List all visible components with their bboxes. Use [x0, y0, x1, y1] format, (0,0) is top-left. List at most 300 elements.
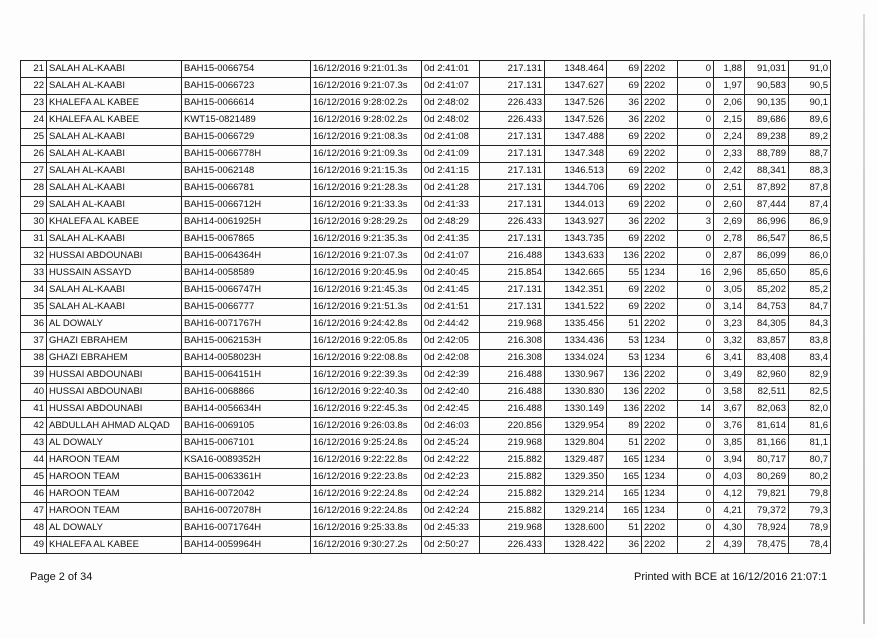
cell-coefficient: 3,94 [714, 452, 745, 469]
cell-ring-number: BAH15-0067865 [182, 231, 311, 248]
cell-distance: 215.854 [480, 265, 545, 282]
cell-basket: 51 [607, 316, 642, 333]
cell-loft: 2202 [642, 95, 678, 112]
cell-rank: 37 [21, 333, 47, 350]
cell-distance: 216.308 [480, 333, 545, 350]
table-row [21, 384, 831, 401]
cell-coefficient: 3,58 [714, 384, 745, 401]
cell-flight-duration: 0d 2:50:27 [422, 537, 480, 554]
cell-coefficient: 3,76 [714, 418, 745, 435]
cell-coefficient: 4,12 [714, 486, 745, 503]
cell-rank: 23 [21, 95, 47, 112]
cell-ring-number: BAH15-0066729 [182, 129, 311, 146]
cell-distance: 217.131 [480, 61, 545, 78]
cell-score: 84,305 [745, 316, 789, 333]
cell-fancier-name: HUSSAI ABDOUNABI [47, 384, 182, 401]
cell-arrival-time: 16/12/2016 9:22:45.3s [311, 401, 422, 418]
cell-basket: 89 [607, 418, 642, 435]
cell-fancier-name: HAROON TEAM [47, 503, 182, 520]
cell-basket: 55 [607, 265, 642, 282]
cell-ring-number: BAH16-0071764H [182, 520, 311, 537]
cell-score: 89,686 [745, 112, 789, 129]
cell-score: 82,960 [745, 367, 789, 384]
cell-score: 83,408 [745, 350, 789, 367]
cell-loft: 2202 [642, 384, 678, 401]
cell-flight-duration: 0d 2:41:09 [422, 146, 480, 163]
cell-rank: 26 [21, 146, 47, 163]
cell-speed: 1329.350 [545, 469, 607, 486]
cell-score-2: 83,8 [789, 333, 831, 350]
cell-coefficient: 1,88 [714, 61, 745, 78]
cell-points: 14 [678, 401, 714, 418]
table-row [21, 146, 831, 163]
cell-arrival-time: 16/12/2016 9:21:08.3s [311, 129, 422, 146]
cell-points: 0 [678, 384, 714, 401]
cell-rank: 40 [21, 384, 47, 401]
cell-ring-number: BAH15-0066781 [182, 180, 311, 197]
cell-points: 0 [678, 146, 714, 163]
cell-flight-duration: 0d 2:46:03 [422, 418, 480, 435]
cell-score-2: 85,2 [789, 282, 831, 299]
cell-ring-number: BAH15-0066754 [182, 61, 311, 78]
cell-ring-number: KSA16-0089352H [182, 452, 311, 469]
cell-score-2: 78,4 [789, 537, 831, 554]
cell-coefficient: 3,32 [714, 333, 745, 350]
cell-loft: 1234 [642, 486, 678, 503]
cell-coefficient: 4,21 [714, 503, 745, 520]
cell-loft: 2202 [642, 231, 678, 248]
scan-edge [863, 14, 865, 624]
cell-score: 78,475 [745, 537, 789, 554]
cell-loft: 2202 [642, 520, 678, 537]
cell-arrival-time: 16/12/2016 9:25:33.8s [311, 520, 422, 537]
cell-flight-duration: 0d 2:48:02 [422, 95, 480, 112]
cell-points: 0 [678, 418, 714, 435]
cell-ring-number: BAH16-0068866 [182, 384, 311, 401]
cell-coefficient: 2,06 [714, 95, 745, 112]
cell-coefficient: 2,24 [714, 129, 745, 146]
cell-ring-number: BAH16-0072042 [182, 486, 311, 503]
cell-rank: 48 [21, 520, 47, 537]
cell-basket: 69 [607, 299, 642, 316]
cell-loft: 1234 [642, 350, 678, 367]
cell-distance: 219.968 [480, 435, 545, 452]
cell-distance: 217.131 [480, 146, 545, 163]
cell-arrival-time: 16/12/2016 9:21:07.3s [311, 248, 422, 265]
cell-basket: 136 [607, 401, 642, 418]
cell-rank: 38 [21, 350, 47, 367]
cell-score-2: 85,6 [789, 265, 831, 282]
cell-rank: 35 [21, 299, 47, 316]
cell-ring-number: BAH16-0072078H [182, 503, 311, 520]
cell-coefficient: 2,15 [714, 112, 745, 129]
cell-rank: 39 [21, 367, 47, 384]
cell-basket: 165 [607, 469, 642, 486]
cell-coefficient: 3,14 [714, 299, 745, 316]
cell-fancier-name: AL DOWALY [47, 435, 182, 452]
cell-ring-number: BAH14-0061925H [182, 214, 311, 231]
cell-speed: 1347.348 [545, 146, 607, 163]
table-row [21, 197, 831, 214]
cell-arrival-time: 16/12/2016 9:22:23.8s [311, 469, 422, 486]
cell-score-2: 83,4 [789, 350, 831, 367]
cell-speed: 1346.513 [545, 163, 607, 180]
cell-speed: 1329.954 [545, 418, 607, 435]
cell-flight-duration: 0d 2:40:45 [422, 265, 480, 282]
cell-basket: 69 [607, 78, 642, 95]
cell-ring-number: BAH15-0067101 [182, 435, 311, 452]
cell-speed: 1342.665 [545, 265, 607, 282]
table-row [21, 282, 831, 299]
cell-points: 0 [678, 316, 714, 333]
cell-loft: 2202 [642, 180, 678, 197]
cell-loft: 1234 [642, 503, 678, 520]
cell-loft: 2202 [642, 197, 678, 214]
cell-arrival-time: 16/12/2016 9:20:45.9s [311, 265, 422, 282]
cell-score: 86,996 [745, 214, 789, 231]
cell-coefficient: 1,97 [714, 78, 745, 95]
cell-ring-number: BAH15-0064151H [182, 367, 311, 384]
cell-fancier-name: KHALEFA AL KABEE [47, 537, 182, 554]
cell-ring-number: BAH15-0062153H [182, 333, 311, 350]
cell-loft: 1234 [642, 452, 678, 469]
cell-flight-duration: 0d 2:42:24 [422, 486, 480, 503]
cell-rank: 43 [21, 435, 47, 452]
page-number: Page 2 of 34 [30, 571, 93, 583]
cell-points: 0 [678, 469, 714, 486]
cell-basket: 69 [607, 231, 642, 248]
cell-flight-duration: 0d 2:42:05 [422, 333, 480, 350]
cell-arrival-time: 16/12/2016 9:21:51.3s [311, 299, 422, 316]
cell-loft: 2202 [642, 282, 678, 299]
cell-basket: 36 [607, 112, 642, 129]
cell-points: 0 [678, 486, 714, 503]
cell-distance: 216.488 [480, 367, 545, 384]
cell-score: 80,717 [745, 452, 789, 469]
cell-points: 0 [678, 435, 714, 452]
cell-fancier-name: KHALEFA AL KABEE [47, 95, 182, 112]
cell-distance: 219.968 [480, 520, 545, 537]
cell-flight-duration: 0d 2:44:42 [422, 316, 480, 333]
cell-fancier-name: AL DOWALY [47, 316, 182, 333]
cell-rank: 24 [21, 112, 47, 129]
cell-distance: 226.433 [480, 214, 545, 231]
cell-rank: 21 [21, 61, 47, 78]
cell-distance: 216.488 [480, 248, 545, 265]
cell-arrival-time: 16/12/2016 9:24:42.8s [311, 316, 422, 333]
cell-score: 84,753 [745, 299, 789, 316]
cell-rank: 36 [21, 316, 47, 333]
cell-speed: 1347.526 [545, 112, 607, 129]
cell-basket: 165 [607, 486, 642, 503]
cell-arrival-time: 16/12/2016 9:21:09.3s [311, 146, 422, 163]
cell-arrival-time: 16/12/2016 9:21:45.3s [311, 282, 422, 299]
cell-arrival-time: 16/12/2016 9:21:01.3s [311, 61, 422, 78]
cell-ring-number: BAH14-0058023H [182, 350, 311, 367]
cell-score-2: 87,8 [789, 180, 831, 197]
cell-distance: 217.131 [480, 299, 545, 316]
cell-loft: 2202 [642, 146, 678, 163]
table-row [21, 129, 831, 146]
cell-coefficient: 2,51 [714, 180, 745, 197]
cell-coefficient: 2,87 [714, 248, 745, 265]
cell-ring-number: BAH16-0069105 [182, 418, 311, 435]
printed-info: Printed with BCE at 16/12/2016 21:07:1 [634, 571, 828, 583]
cell-score: 85,202 [745, 282, 789, 299]
cell-score-2: 91,0 [789, 61, 831, 78]
cell-speed: 1347.526 [545, 95, 607, 112]
cell-points: 0 [678, 180, 714, 197]
results-table-wrap [20, 60, 828, 560]
cell-distance: 217.131 [480, 180, 545, 197]
table-row [21, 231, 831, 248]
cell-flight-duration: 0d 2:45:24 [422, 435, 480, 452]
cell-ring-number: BAH15-0066712H [182, 197, 311, 214]
cell-fancier-name: KHALEFA AL KABEE [47, 214, 182, 231]
results-table [20, 60, 831, 554]
cell-arrival-time: 16/12/2016 9:30:27.2s [311, 537, 422, 554]
cell-rank: 33 [21, 265, 47, 282]
cell-distance: 220.856 [480, 418, 545, 435]
cell-ring-number: BAH15-0063361H [182, 469, 311, 486]
cell-score-2: 89,6 [789, 112, 831, 129]
cell-arrival-time: 16/12/2016 9:28:02.2s [311, 112, 422, 129]
table-row [21, 537, 831, 554]
cell-distance: 219.968 [480, 316, 545, 333]
cell-score: 82,511 [745, 384, 789, 401]
cell-speed: 1329.214 [545, 486, 607, 503]
table-row [21, 350, 831, 367]
cell-distance: 216.488 [480, 384, 545, 401]
cell-arrival-time: 16/12/2016 9:22:39.3s [311, 367, 422, 384]
table-row [21, 435, 831, 452]
cell-speed: 1343.735 [545, 231, 607, 248]
cell-score-2: 78,9 [789, 520, 831, 537]
cell-rank: 34 [21, 282, 47, 299]
cell-distance: 215.882 [480, 452, 545, 469]
table-row [21, 316, 831, 333]
cell-fancier-name: SALAH AL-KAABI [47, 180, 182, 197]
table-row [21, 61, 831, 78]
cell-coefficient: 2,33 [714, 146, 745, 163]
cell-distance: 217.131 [480, 78, 545, 95]
cell-fancier-name: SALAH AL-KAABI [47, 282, 182, 299]
cell-flight-duration: 0d 2:41:07 [422, 248, 480, 265]
cell-points: 0 [678, 61, 714, 78]
table-row [21, 452, 831, 469]
cell-flight-duration: 0d 2:42:22 [422, 452, 480, 469]
cell-flight-duration: 0d 2:41:01 [422, 61, 480, 78]
cell-loft: 2202 [642, 316, 678, 333]
cell-distance: 226.433 [480, 112, 545, 129]
cell-score: 89,238 [745, 129, 789, 146]
cell-distance: 216.308 [480, 350, 545, 367]
cell-rank: 49 [21, 537, 47, 554]
cell-coefficient: 3,49 [714, 367, 745, 384]
cell-fancier-name: ABDULLAH AHMAD ALQAD [47, 418, 182, 435]
cell-loft: 2202 [642, 163, 678, 180]
cell-fancier-name: HAROON TEAM [47, 469, 182, 486]
cell-speed: 1330.149 [545, 401, 607, 418]
cell-basket: 165 [607, 452, 642, 469]
cell-fancier-name: SALAH AL-KAABI [47, 146, 182, 163]
cell-distance: 217.131 [480, 129, 545, 146]
cell-basket: 136 [607, 384, 642, 401]
cell-score: 87,444 [745, 197, 789, 214]
cell-basket: 36 [607, 95, 642, 112]
cell-distance: 217.131 [480, 163, 545, 180]
cell-score: 82,063 [745, 401, 789, 418]
cell-score-2: 90,1 [789, 95, 831, 112]
cell-arrival-time: 16/12/2016 9:21:07.3s [311, 78, 422, 95]
cell-distance: 216.488 [480, 401, 545, 418]
cell-speed: 1329.214 [545, 503, 607, 520]
cell-arrival-time: 16/12/2016 9:21:33.3s [311, 197, 422, 214]
cell-speed: 1334.436 [545, 333, 607, 350]
table-row [21, 469, 831, 486]
cell-points: 0 [678, 452, 714, 469]
cell-flight-duration: 0d 2:41:08 [422, 129, 480, 146]
cell-flight-duration: 0d 2:41:35 [422, 231, 480, 248]
cell-speed: 1330.967 [545, 367, 607, 384]
cell-speed: 1347.627 [545, 78, 607, 95]
table-row [21, 486, 831, 503]
cell-coefficient: 4,39 [714, 537, 745, 554]
cell-score-2: 82,9 [789, 367, 831, 384]
cell-flight-duration: 0d 2:45:33 [422, 520, 480, 537]
table-row [21, 367, 831, 384]
cell-fancier-name: HUSSAIN ASSAYD [47, 265, 182, 282]
table-row [21, 180, 831, 197]
cell-arrival-time: 16/12/2016 9:22:08.8s [311, 350, 422, 367]
cell-speed: 1348.464 [545, 61, 607, 78]
cell-distance: 217.131 [480, 197, 545, 214]
cell-loft: 2202 [642, 299, 678, 316]
cell-points: 2 [678, 537, 714, 554]
cell-score: 87,892 [745, 180, 789, 197]
cell-basket: 69 [607, 61, 642, 78]
table-row [21, 299, 831, 316]
cell-points: 0 [678, 503, 714, 520]
cell-ring-number: BAH14-0056634H [182, 401, 311, 418]
cell-basket: 51 [607, 520, 642, 537]
table-row [21, 78, 831, 95]
cell-loft: 1234 [642, 333, 678, 350]
cell-score-2: 82,0 [789, 401, 831, 418]
cell-score-2: 88,3 [789, 163, 831, 180]
cell-fancier-name: GHAZI EBRAHEM [47, 350, 182, 367]
cell-flight-duration: 0d 2:41:45 [422, 282, 480, 299]
cell-arrival-time: 16/12/2016 9:25:24.8s [311, 435, 422, 452]
cell-flight-duration: 0d 2:48:02 [422, 112, 480, 129]
cell-coefficient: 2,96 [714, 265, 745, 282]
cell-score: 86,099 [745, 248, 789, 265]
cell-flight-duration: 0d 2:41:28 [422, 180, 480, 197]
cell-loft: 1234 [642, 265, 678, 282]
cell-arrival-time: 16/12/2016 9:22:24.8s [311, 486, 422, 503]
cell-rank: 29 [21, 197, 47, 214]
table-row [21, 112, 831, 129]
cell-flight-duration: 0d 2:41:33 [422, 197, 480, 214]
cell-basket: 69 [607, 282, 642, 299]
table-row [21, 401, 831, 418]
table-row [21, 95, 831, 112]
cell-score: 78,924 [745, 520, 789, 537]
cell-arrival-time: 16/12/2016 9:28:29.2s [311, 214, 422, 231]
cell-score-2: 86,0 [789, 248, 831, 265]
cell-coefficient: 2,69 [714, 214, 745, 231]
cell-speed: 1343.927 [545, 214, 607, 231]
cell-coefficient: 3,85 [714, 435, 745, 452]
table-row [21, 265, 831, 282]
cell-points: 0 [678, 367, 714, 384]
cell-speed: 1330.830 [545, 384, 607, 401]
cell-ring-number: BAH14-0058589 [182, 265, 311, 282]
cell-score: 88,341 [745, 163, 789, 180]
table-row [21, 520, 831, 537]
cell-rank: 28 [21, 180, 47, 197]
cell-basket: 36 [607, 537, 642, 554]
cell-arrival-time: 16/12/2016 9:21:28.3s [311, 180, 422, 197]
cell-loft: 2202 [642, 367, 678, 384]
cell-arrival-time: 16/12/2016 9:21:35.3s [311, 231, 422, 248]
cell-flight-duration: 0d 2:42:40 [422, 384, 480, 401]
cell-ring-number: BAH15-0062148 [182, 163, 311, 180]
cell-score: 90,135 [745, 95, 789, 112]
cell-basket: 69 [607, 146, 642, 163]
cell-speed: 1329.487 [545, 452, 607, 469]
cell-rank: 32 [21, 248, 47, 265]
cell-ring-number: BAH14-0059964H [182, 537, 311, 554]
cell-distance: 215.882 [480, 469, 545, 486]
cell-loft: 2202 [642, 435, 678, 452]
cell-score-2: 81,6 [789, 418, 831, 435]
cell-points: 0 [678, 248, 714, 265]
cell-score-2: 79,8 [789, 486, 831, 503]
cell-points: 0 [678, 78, 714, 95]
cell-score-2: 81,1 [789, 435, 831, 452]
table-row [21, 418, 831, 435]
cell-fancier-name: AL DOWALY [47, 520, 182, 537]
cell-points: 0 [678, 95, 714, 112]
cell-speed: 1343.633 [545, 248, 607, 265]
cell-coefficient: 4,30 [714, 520, 745, 537]
cell-ring-number: BAH15-0066723 [182, 78, 311, 95]
cell-basket: 51 [607, 435, 642, 452]
cell-basket: 53 [607, 333, 642, 350]
cell-fancier-name: SALAH AL-KAABI [47, 299, 182, 316]
cell-points: 0 [678, 231, 714, 248]
cell-rank: 42 [21, 418, 47, 435]
cell-arrival-time: 16/12/2016 9:22:22.8s [311, 452, 422, 469]
cell-coefficient: 3,23 [714, 316, 745, 333]
cell-coefficient: 2,78 [714, 231, 745, 248]
cell-score: 86,547 [745, 231, 789, 248]
cell-rank: 31 [21, 231, 47, 248]
cell-loft: 2202 [642, 537, 678, 554]
cell-flight-duration: 0d 2:42:24 [422, 503, 480, 520]
cell-arrival-time: 16/12/2016 9:28:02.2s [311, 95, 422, 112]
cell-score-2: 87,4 [789, 197, 831, 214]
cell-score: 83,857 [745, 333, 789, 350]
cell-flight-duration: 0d 2:41:15 [422, 163, 480, 180]
cell-basket: 36 [607, 214, 642, 231]
cell-arrival-time: 16/12/2016 9:26:03.8s [311, 418, 422, 435]
cell-rank: 47 [21, 503, 47, 520]
cell-score: 88,789 [745, 146, 789, 163]
cell-distance: 215.882 [480, 503, 545, 520]
cell-score-2: 86,9 [789, 214, 831, 231]
